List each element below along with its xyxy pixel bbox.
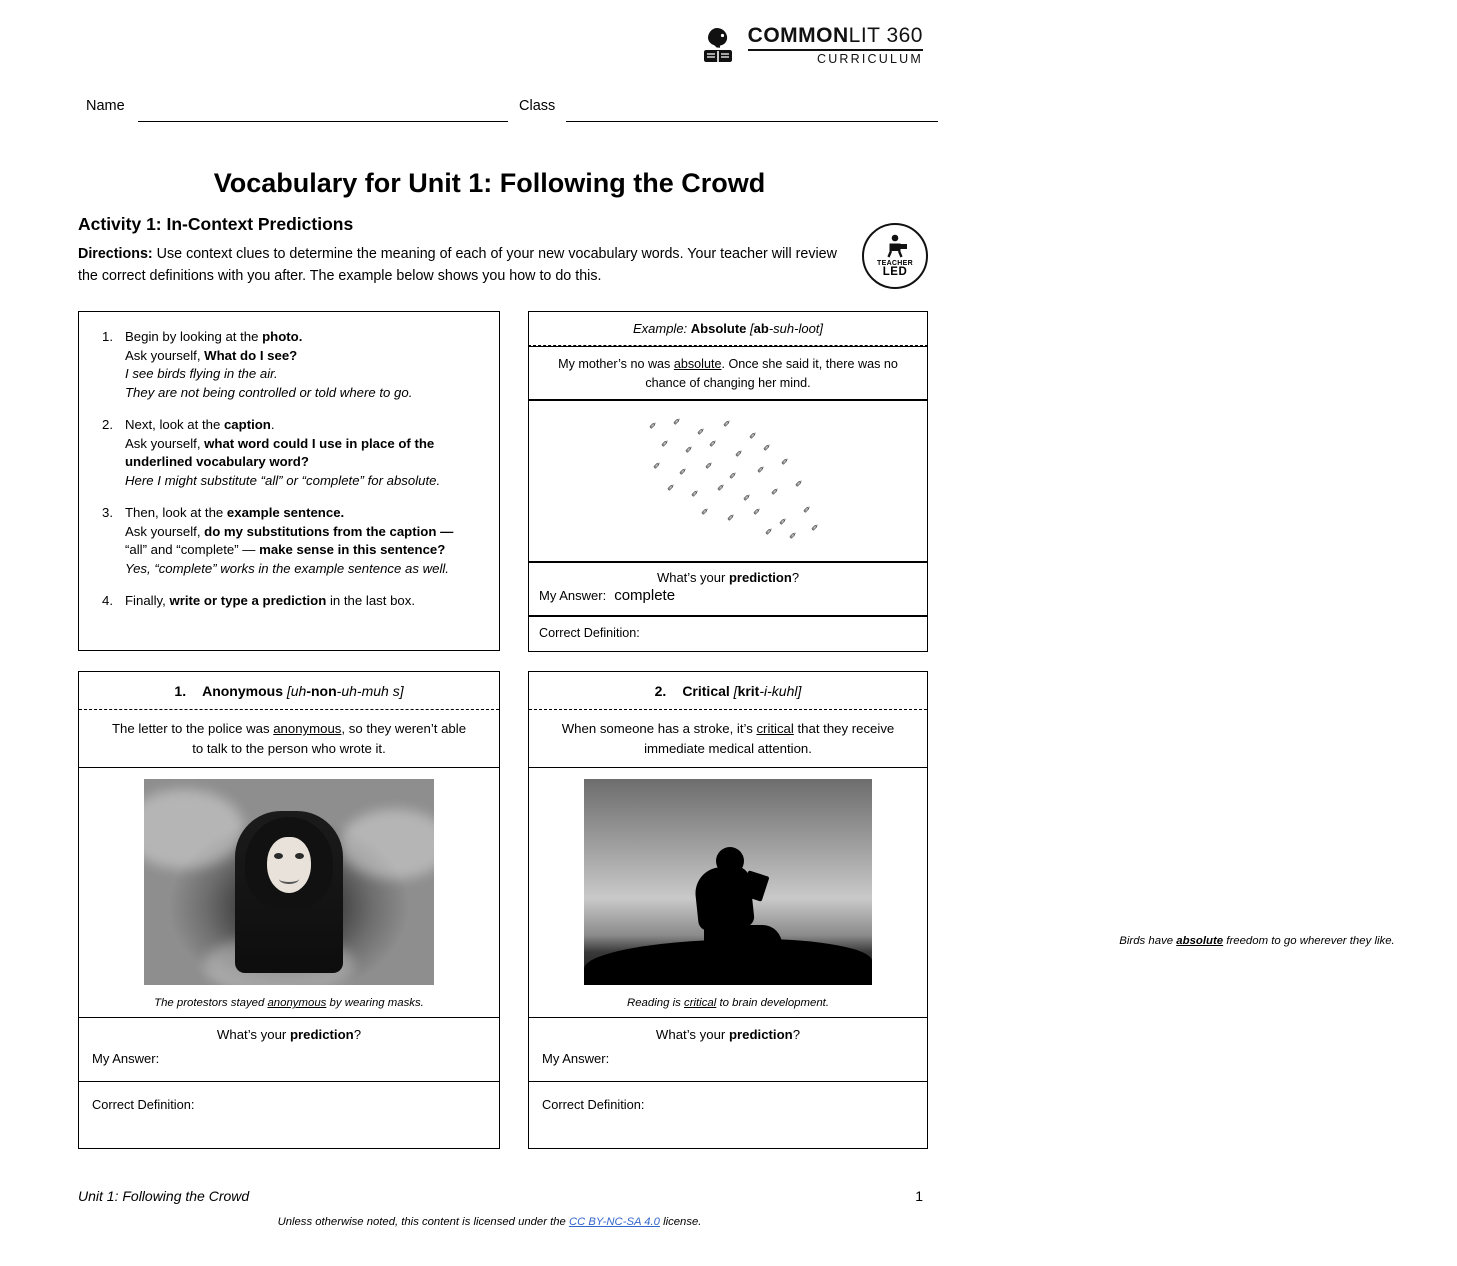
card2-prediction-q-post: ? <box>792 1027 801 1042</box>
card2-prediction-box <box>529 1018 927 1082</box>
example-sentence-box <box>528 346 928 400</box>
student-identification-row <box>86 98 938 128</box>
example-my-answer-row <box>529 585 927 604</box>
card2-sentence-word: critical <box>756 721 794 736</box>
step-item <box>93 416 485 491</box>
card1-prediction-q-pre: What’s your <box>216 1027 290 1042</box>
step1-line2-pre: Ask yourself, <box>125 347 205 363</box>
card2-my-answer-field[interactable]: My Answer: <box>542 1051 610 1066</box>
card2-caption-pre: Reading is <box>627 997 684 1009</box>
example-pron-end: -loot] <box>794 321 824 336</box>
card1-prediction-box <box>79 1018 499 1082</box>
license-pre: Unless otherwise noted, this content is licensed under the <box>277 1216 569 1228</box>
card1-pron-1: uh <box>290 682 307 699</box>
example-sentence-word: absolute <box>673 357 722 371</box>
class-label: Class <box>519 98 556 114</box>
reading-child-silhouette <box>688 847 774 951</box>
guy-fawkes-mask-icon <box>267 837 311 893</box>
example-pron-open: [ <box>750 321 754 336</box>
step1-line1-bold: photo. <box>262 329 303 344</box>
masked-protester-in-smoke-photo <box>144 779 434 985</box>
logo-wordmark <box>748 25 923 66</box>
step1-line3: I see birds flying in the air. <box>125 366 278 382</box>
directions-text <box>78 243 838 287</box>
card1-word: Anonymous <box>202 682 283 699</box>
logo-divider <box>748 49 923 51</box>
license-post: license. <box>659 1216 702 1228</box>
card1-caption-post: by wearing masks. <box>326 997 424 1009</box>
logo-title-bold: COMMON <box>747 23 849 47</box>
card2-number: 2. <box>654 682 667 699</box>
card2-pron-4: l] <box>794 682 802 699</box>
example-my-answer-value[interactable]: complete <box>614 587 676 604</box>
activity-heading: Activity 1: In-Context Predictions <box>78 214 354 234</box>
card2-pron-open: [ <box>733 682 738 699</box>
card2-word: Critical <box>682 682 730 699</box>
step3-line2-mid: “all” and “complete” — <box>125 542 260 558</box>
card2-image-area <box>529 768 927 1018</box>
step3-line2-bold: do my substitutions from the caption — <box>204 523 454 539</box>
step1-line1-pre: Begin by looking at the <box>125 329 263 344</box>
vocabulary-card-anonymous <box>78 671 500 1149</box>
example-image-caption <box>1057 935 1457 947</box>
legs-shape <box>704 925 782 951</box>
teacher-led-line1: TEACHER <box>877 259 913 267</box>
step3-line1-pre: Then, look at the <box>125 504 227 520</box>
step2-line3: Here I might substitute “all” or “complete” for absolute. <box>125 473 441 489</box>
step3-line3: Yes, “complete” works in the example sentence as well. <box>125 561 449 577</box>
footer-license-text <box>0 1216 979 1228</box>
page-title: Vocabulary for Unit 1: Following the Crowd <box>213 168 766 198</box>
example-prediction-q-pre: What’s your <box>656 570 729 585</box>
commonlit-bird-book-logo-icon <box>697 24 739 66</box>
example-pron-stress: ab <box>753 321 769 336</box>
card1-caption <box>79 997 499 1009</box>
class-input-line[interactable] <box>566 121 938 122</box>
step2-line1-bold: caption <box>223 416 271 432</box>
step-item <box>93 592 485 611</box>
card2-caption <box>529 997 927 1009</box>
step2-line1-pre: Next, look at the <box>125 416 224 432</box>
card1-sentence-word: anonymous <box>273 721 342 736</box>
child-reading-silhouette-at-sunset-photo <box>584 779 872 985</box>
step2-line2-pre: Ask yourself, <box>125 435 205 451</box>
step2-line1-post: . <box>270 416 275 432</box>
card2-prediction-q-bold: prediction <box>728 1027 793 1042</box>
instructions-steps-box <box>78 311 500 651</box>
step1-line2-bold: What do I see? <box>204 347 298 363</box>
card2-pron-3: uh <box>778 682 795 699</box>
card2-sentence <box>529 710 927 768</box>
step3-line2-pre: Ask yourself, <box>125 523 205 539</box>
step2-line2-bold: what word could I use in place of the underlined vocabulary word? <box>125 435 435 470</box>
step-number: 1. <box>102 329 113 344</box>
name-input-line[interactable] <box>138 121 508 122</box>
body-shape <box>693 864 755 932</box>
card1-pronunciation <box>287 683 404 699</box>
example-my-answer-label: My Answer: <box>539 588 607 603</box>
example-prediction-box <box>528 562 928 616</box>
card2-correct-definition-field[interactable]: Correct Definition: <box>542 1097 645 1112</box>
example-prediction-question <box>529 563 927 585</box>
card2-pronunciation <box>734 683 802 699</box>
card1-caption-word: anonymous <box>267 997 327 1009</box>
example-prediction-q-post: ? <box>791 570 800 585</box>
flock-of-birds-photo: ✐ ✐ ✐ ✐ ✐ ✐ ✐ ✐ ✐ ✐ ✐ ✐ ✐ ✐ ✐ ✐ ✐ ✐ ✐ ✐ ✐ ✐ ✐ ✐ ✐ ✐ ✐ ✐ ✐ ✐ <box>630 409 826 537</box>
step3-line2-bold2: make sense in this sentence? <box>259 542 446 558</box>
teacher-led-icon <box>882 234 908 258</box>
example-word-header: Example: Absolute [ab-suh-loot] <box>528 311 928 346</box>
card1-prediction-q-post: ? <box>353 1027 362 1042</box>
card1-image-area <box>79 768 499 1018</box>
card1-prediction-question <box>79 1018 499 1042</box>
card1-pron-2: -non <box>306 682 337 699</box>
directions-label: Directions: <box>78 246 153 262</box>
step4-line1-bold: write or type a prediction <box>169 592 327 608</box>
logo-title-thin: LIT 360 <box>848 23 923 47</box>
example-correct-definition-box[interactable] <box>528 616 928 652</box>
footer-page-number: 1 <box>915 1188 923 1204</box>
example-caption-word: absolute <box>1176 935 1224 947</box>
step-item <box>93 328 485 403</box>
card1-pron-5: s] <box>388 682 404 699</box>
step4-line1-post: in the last box. <box>326 592 415 608</box>
step3-line1-bold: example sentence. <box>226 504 345 520</box>
example-caption-pre: Birds have <box>1119 935 1177 947</box>
protester-figure <box>235 811 343 973</box>
example-pron-mid: -suh <box>768 321 795 336</box>
card2-header <box>529 672 927 710</box>
card2-sentence-post: that they receive immediate medical attention. <box>644 721 895 756</box>
card1-header <box>79 672 499 710</box>
example-sentence-pre: My mother’s no was <box>558 357 674 371</box>
card1-prediction-q-bold: prediction <box>289 1027 354 1042</box>
card1-sentence-post: , so they weren’t able to talk to the person who wrote it. <box>192 721 467 756</box>
card2-caption-post: to brain development. <box>716 997 829 1009</box>
card1-pron-open: [ <box>286 682 291 699</box>
example-correct-definition-label: Correct Definition: <box>539 626 640 640</box>
card2-caption-word: critical <box>684 997 717 1009</box>
card1-my-answer-field[interactable]: My Answer: <box>92 1051 160 1066</box>
card2-prediction-question <box>529 1018 927 1042</box>
vocabulary-card-critical <box>528 671 928 1149</box>
example-label: Example <box>632 321 684 336</box>
card1-pron-3: -uh-m <box>336 682 374 699</box>
example-caption-post: freedom to go wherever they like. <box>1223 935 1395 947</box>
card1-sentence <box>79 710 499 768</box>
example-sentence-post: . Once she said it, there was no chance of changing her mind. <box>645 357 898 390</box>
example-word: Absolute <box>690 321 747 336</box>
example-prediction-q-bold: prediction <box>728 570 792 585</box>
step1-line4: They are not being controlled or told where to go. <box>125 385 413 401</box>
step-number: 3. <box>102 504 113 520</box>
card2-sentence-pre: When someone has a stroke, it’s <box>561 721 757 736</box>
directions-body: Use context clues to determine the meaning of each of your new vocabulary words. Your teacher will review the correct definitions with you after. The example below shows you how to do this. <box>78 246 837 285</box>
license-link[interactable]: CC BY-NC-SA 4.0 <box>568 1216 660 1228</box>
card2-pron-1: krit <box>737 682 760 699</box>
name-label: Name <box>86 98 125 114</box>
footer-unit-label: Unit 1: Following the Crowd <box>78 1188 250 1204</box>
step-number: 4. <box>102 592 113 608</box>
card1-caption-pre: The protestors stayed <box>154 997 268 1009</box>
logo-subtitle: CURRICULUM <box>816 51 923 66</box>
step4-line1-pre: Finally, <box>125 592 170 608</box>
step-item <box>93 504 485 579</box>
commonlit-logo <box>697 24 923 66</box>
teacher-led-line2: LED <box>882 265 908 278</box>
card2-pron-2: -i-k <box>759 682 779 699</box>
teacher-led-badge <box>862 223 928 289</box>
card1-correct-definition-field[interactable]: Correct Definition: <box>92 1097 195 1112</box>
card1-sentence-pre: The letter to the police was <box>111 721 274 736</box>
card1-pron-4: uh <box>373 682 389 699</box>
card1-number: 1. <box>174 682 187 699</box>
card2-prediction-q-pre: What’s your <box>655 1027 729 1042</box>
step-number: 2. <box>102 416 113 432</box>
